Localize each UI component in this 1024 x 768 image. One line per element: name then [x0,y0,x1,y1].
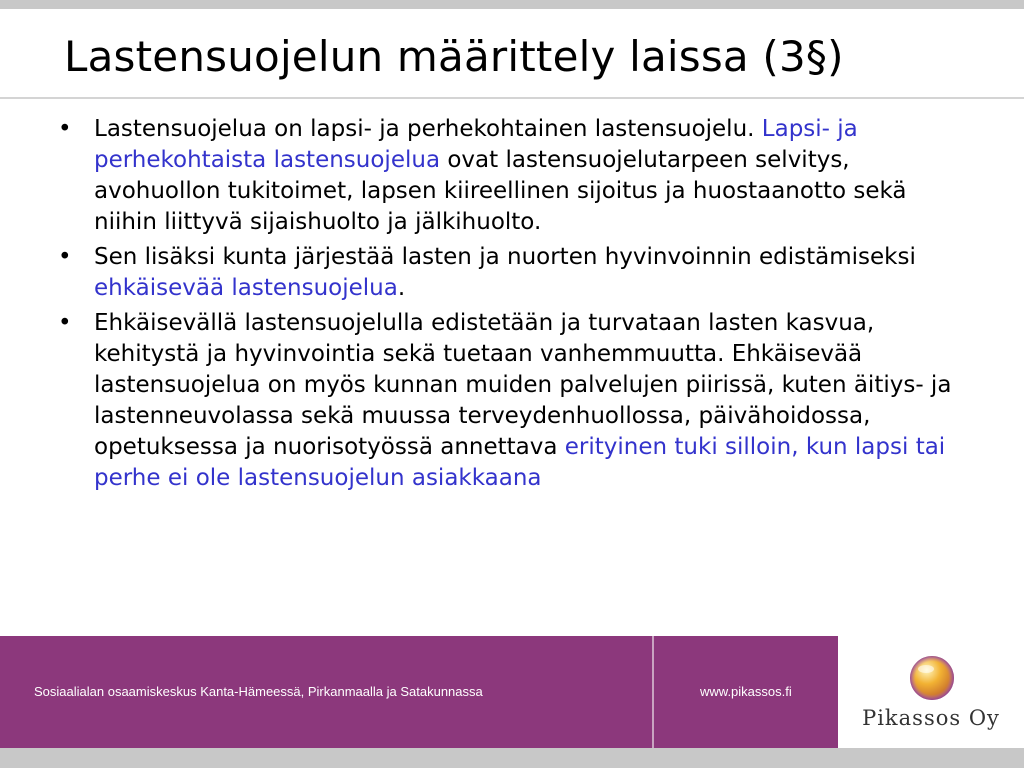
bullet-marker: • [58,244,72,270]
bullet-text: ovat lastensuojelutarpeen selvitys, avohuollon tukitoimet, lapsen kiireellinen sijoitus ja huostaanotto sekä niihin liittyvä sijaishuolto ja jälkihuolto. [94,147,907,235]
bullet-text: . [397,275,406,301]
bullet-text: Ehkäisevällä lastensuojelulla edistetään ja turvataan lasten kasvua, kehitystä ja hyvinvointia sekä tuetaan vanhemmuutta. Ehkäisevää lastensuojelua on myös kunnan muiden palvelujen piirissä, kuten äitiys- ja lastenneuvolassa sekä muussa terveydenhuollossa, päivähoidossa, opetuksessa ja nuorisotyössä annettava [94,310,952,460]
highlighted-term: ehkäisevää lastensuojelua [94,275,398,301]
logo-text: Pikassos Oy [862,706,1000,730]
bottom-gray-strip [0,748,1024,768]
footer-url-link[interactable]: www.pikassos.fi [700,684,792,699]
bullet-item-2 [56,242,966,304]
bullet-item-3 [56,308,966,494]
title-divider [0,97,1024,99]
footer-organization: Sosiaalialan osaamiskeskus Kanta-Hämeessä, Pirkanmaalla ja Satakunnassa [34,684,483,699]
bullet-text: Sen lisäksi kunta järjestää lasten ja nuorten hyvinvoinnin edistämiseksi [94,244,916,270]
logo-panel [838,636,1024,748]
bullet-marker: • [58,116,72,142]
bullet-list [56,114,966,498]
highlighted-term: Lapsi- ja perhekohtaista lastensuojelua [94,116,858,173]
bullet-marker: • [58,310,72,336]
bullet-item-1 [56,114,966,238]
bullet-text: Lastensuojelua on lapsi- ja perhekohtainen lastensuojelu. [94,116,762,142]
footer-divider [652,636,654,748]
orb-logo-icon [908,654,956,702]
slide-title: Lastensuojelun määrittely laissa (3§) [64,32,844,81]
highlighted-term: erityinen tuki silloin, kun lapsi tai perhe ei ole lastensuojelun asiakkaana [94,434,946,491]
top-gray-strip [0,0,1024,9]
